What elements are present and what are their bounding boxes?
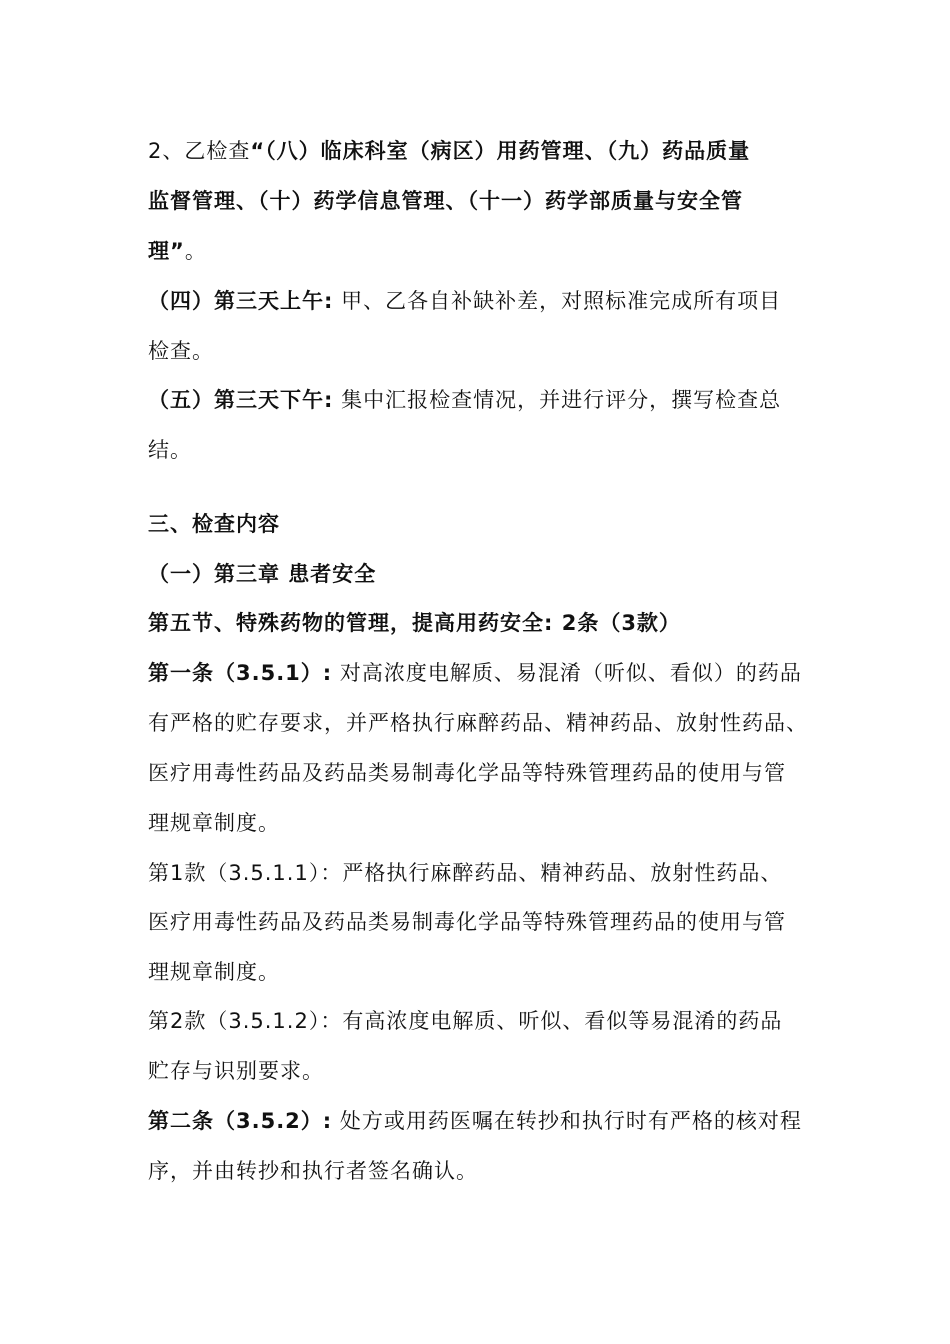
text-line (148, 658, 810, 688)
text-line (148, 435, 810, 465)
text-run: 检查。 (148, 339, 214, 363)
text-line (148, 907, 810, 937)
text-line (148, 236, 810, 266)
text-line (148, 1006, 810, 1036)
text-line (148, 385, 810, 415)
text-run: （一）第三章 患者安全 (148, 562, 377, 586)
text-run: 有严格的贮存要求，并严格执行麻醉药品、精神药品、放射性药品、 (148, 711, 808, 735)
text-run: 医疗用毒性药品及药品类易制毒化学品等特殊管理药品的使用与管 (148, 910, 786, 934)
chapter-heading (148, 559, 810, 589)
text-run: 第2款（3.5.1.2）：有高浓度电解质、听似、看似等易混淆的药品 (148, 1009, 783, 1033)
text-run: “（八）临床科室（病区）用药管理、（九）药品质量 (250, 139, 751, 163)
text-run: 贮存与识别要求。 (148, 1059, 324, 1083)
text-run: 甲、乙各自补缺补差，对照标准完成所有项目 (333, 289, 782, 313)
section-heading (148, 509, 810, 539)
text-run: （四）第三天上午: (148, 289, 334, 313)
text-line (148, 336, 810, 366)
text-run: 医疗用毒性药品及药品类易制毒化学品等特殊管理药品的使用与管 (148, 761, 786, 785)
text-run: 第五节、特殊药物的管理，提高用药安全: 2条（3款） (148, 611, 681, 635)
text-run: 理规章制度。 (148, 811, 280, 835)
text-run: 结。 (148, 438, 192, 462)
text-line (148, 957, 810, 987)
subsection-heading (148, 608, 810, 638)
text-line (148, 808, 810, 838)
text-line (148, 286, 810, 316)
text-line (148, 758, 810, 788)
text-run: 处方或用药医嘱在转抄和执行时有严格的核对程 (332, 1109, 802, 1133)
text-run: 2、乙检查 (148, 139, 251, 163)
text-run: 。 (184, 239, 207, 263)
text-run: 对高浓度电解质、易混淆（听似、看似）的药品 (332, 661, 802, 685)
text-line (148, 186, 810, 216)
text-run: 序，并由转抄和执行者签名确认。 (148, 1159, 478, 1183)
text-line (148, 858, 810, 888)
text-run: （五）第三天下午: (148, 388, 334, 412)
text-run: 三、检查内容 (148, 512, 280, 536)
text-line (148, 1156, 810, 1186)
text-line (148, 708, 810, 738)
text-run: 第1款（3.5.1.1）：严格执行麻醉药品、精神药品、放射性药品、 (148, 861, 783, 885)
text-run: 第二条（3.5.2）: (148, 1109, 333, 1133)
text-line (148, 1106, 810, 1136)
text-run: 集中汇报检查情况，并进行评分，撰写检查总 (333, 388, 782, 412)
text-run: 理规章制度。 (148, 960, 280, 984)
text-run: 理” (148, 239, 185, 263)
text-line (148, 136, 810, 166)
text-line (148, 1056, 810, 1086)
text-run: 第一条（3.5.1）: (148, 661, 333, 685)
text-run: 监督管理、（十）药学信息管理、（十一）药学部质量与安全管 (148, 189, 743, 213)
